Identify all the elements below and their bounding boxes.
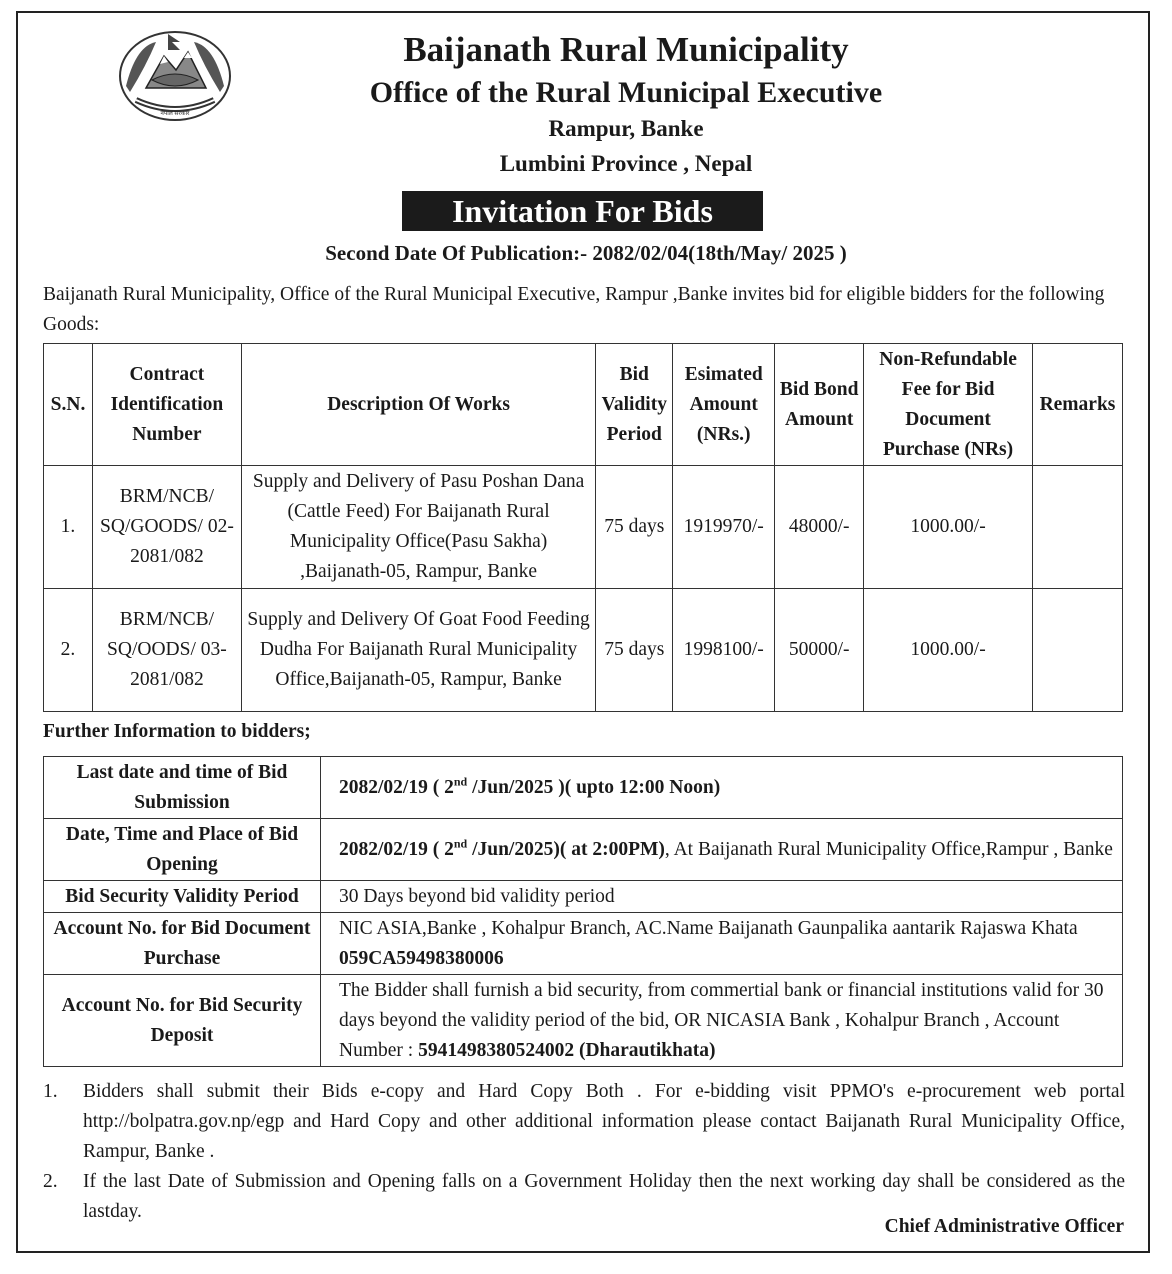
- account-details: NIC ASIA,Banke , Kohalpur Branch, AC.Name Baijanath Gaunpalika aantarik Rajaswa Khata: [339, 917, 1078, 939]
- opening-date-sup: nd: [453, 836, 468, 850]
- header-remarks: Remarks: [1032, 344, 1122, 466]
- submission-date-part: 2082/02/19 ( 2: [339, 776, 454, 798]
- table-row: [44, 466, 1123, 589]
- submission-date-sup: nd: [453, 774, 468, 788]
- cell-remarks: [1032, 466, 1122, 589]
- publication-date: Second Date Of Publication:- 2082/02/04(18th/May/ 2025 ): [325, 241, 847, 265]
- intro-paragraph: Baijanath Rural Municipality, Office of the Rural Municipal Executive, Rampur ,Banke invites bid for eligible bidders for the following Goods:: [43, 284, 1105, 335]
- cell-validity: 75 days: [596, 589, 673, 712]
- cell-fee: 1000.00/-: [864, 466, 1033, 589]
- info-value: [321, 757, 1123, 819]
- header-fee: Non-Refundable Fee for Bid Document Purchase (NRs): [864, 344, 1033, 466]
- cell-estimated-amount: 1998100/-: [673, 589, 775, 712]
- info-label: Bid Security Validity Period: [44, 881, 321, 913]
- info-label: Last date and time of Bid Submission: [44, 757, 321, 819]
- header-contract-id: Contract Identification Number: [92, 344, 241, 466]
- cell-sn: 1.: [44, 466, 93, 589]
- info-row: [44, 913, 1123, 975]
- notes-list: [43, 1077, 1125, 1227]
- note-number: 2.: [43, 1171, 58, 1192]
- further-info-table: [43, 756, 1123, 1067]
- office-location: Rampur, Banke: [548, 116, 704, 141]
- opening-place: , At Baijanath Rural Municipality Office,Rampur , Banke: [664, 838, 1113, 860]
- info-value: [321, 975, 1123, 1067]
- header-validity: Bid Validity Period: [596, 344, 673, 466]
- office-name: Office of the Rural Municipal Executive: [369, 76, 883, 109]
- account-number: 059CA59498380006: [339, 947, 504, 969]
- list-item: [43, 1077, 1125, 1167]
- info-value: 30 Days beyond bid validity period: [321, 881, 1123, 913]
- cell-contract-id: BRM/NCB/ SQ/OODS/ 03-2081/082: [92, 589, 241, 712]
- info-row: [44, 757, 1123, 819]
- cell-description: Supply and Delivery of Pasu Poshan Dana (Cattle Feed) For Baijanath Rural Municipality Office(Pasu Sakha) ,Baijanath-05, Rampur, Banke: [241, 466, 595, 589]
- info-row: [44, 975, 1123, 1067]
- info-value: [321, 913, 1123, 975]
- notice-title-banner: Invitation For Bids: [402, 191, 763, 231]
- info-label: Account No. for Bid Security Deposit: [44, 975, 321, 1067]
- note-number: 1.: [43, 1081, 58, 1102]
- cell-bid-bond: 48000/-: [775, 466, 864, 589]
- cell-contract-id: BRM/NCB/ SQ/GOODS/ 02-2081/082: [92, 466, 241, 589]
- note-text: Bidders shall submit their Bids e-copy and Hard Copy Both . For e-bidding visit PPMO's e-procurement web portal http://bolpatra.gov.np/egp and Hard Copy and other additional information please contact Baijanath Rural Municipality Office, Rampur, Banke .: [83, 1081, 1125, 1162]
- info-value: [321, 819, 1123, 881]
- cell-sn: 2.: [44, 589, 93, 712]
- submission-date-rest: /Jun/2025 )( upto 12:00 Noon): [467, 776, 721, 798]
- bid-table: [43, 343, 1123, 712]
- security-account-number: 5941498380524002 (Dharautikhata): [418, 1039, 716, 1061]
- info-label: Date, Time and Place of Bid Opening: [44, 819, 321, 881]
- emblem-text: नेपाल सरकार: [160, 111, 190, 117]
- header-estimated-amount: Esimated Amount (NRs.): [673, 344, 775, 466]
- bid-table-header-row: [44, 344, 1123, 466]
- cell-remarks: [1032, 589, 1122, 712]
- header-description: Description Of Works: [241, 344, 595, 466]
- signatory-title: Chief Administrative Officer: [884, 1216, 1124, 1237]
- municipality-name: Baijanath Rural Municipality: [403, 30, 849, 69]
- info-row: [44, 881, 1123, 913]
- cell-estimated-amount: 1919970/-: [673, 466, 775, 589]
- security-deposit-details: The Bidder shall furnish a bid security, from commertial bank or financial institutions valid for 30 days beyond the validity period of the bid, OR NICASIA Bank , Kohalpur Branch , Account Number :: [339, 979, 1104, 1061]
- header-bid-bond: Bid Bond Amount: [775, 344, 864, 466]
- cell-description: Supply and Delivery Of Goat Food Feeding Dudha For Baijanath Rural Municipality Office,Baijanath-05, Rampur, Banke: [241, 589, 595, 712]
- opening-date-rest: /Jun/2025)( at 2:00PM): [467, 838, 665, 860]
- info-row: [44, 819, 1123, 881]
- province-country: Lumbini Province , Nepal: [499, 151, 753, 176]
- header-sn: S.N.: [44, 344, 93, 466]
- note-text: If the last Date of Submission and Opening falls on a Government Holiday then the next working day shall be considered as the lastday.: [83, 1171, 1125, 1222]
- opening-date-part: 2082/02/19 ( 2: [339, 838, 454, 860]
- cell-validity: 75 days: [596, 466, 673, 589]
- table-row: [44, 589, 1123, 712]
- info-label: Account No. for Bid Document Purchase: [44, 913, 321, 975]
- further-info-heading: Further Information to bidders;: [43, 721, 311, 742]
- cell-fee: 1000.00/-: [864, 589, 1033, 712]
- cell-bid-bond: 50000/-: [775, 589, 864, 712]
